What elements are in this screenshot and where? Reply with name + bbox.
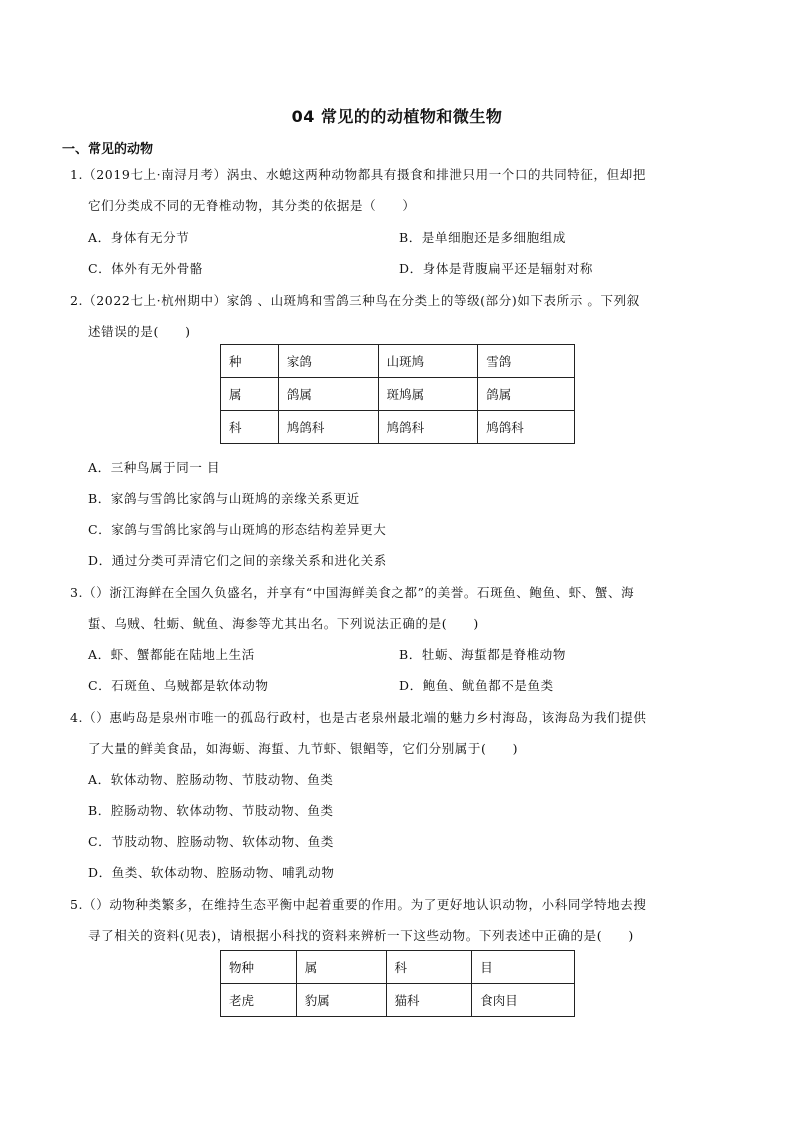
question-4-option-c: C．节肢动物、腔肠动物、软体动物、鱼类 bbox=[88, 834, 334, 849]
table-cell: 科 bbox=[221, 411, 279, 444]
table-cell: 种 bbox=[221, 345, 279, 378]
table-row bbox=[221, 411, 575, 444]
table-cell: 属 bbox=[296, 951, 386, 984]
table-cell: 鸠鸽科 bbox=[378, 411, 478, 444]
table-cell: 鸽属 bbox=[478, 378, 575, 411]
table-cell: 猫科 bbox=[386, 984, 472, 1017]
table-cell: 科 bbox=[386, 951, 472, 984]
table-cell: 豹属 bbox=[296, 984, 386, 1017]
table-row bbox=[221, 378, 575, 411]
question-3-option-c: C．石斑鱼、乌贼都是软体动物 bbox=[88, 678, 269, 693]
question-2-option-b: B．家鸽与雪鸽比家鸽与山斑鸠的亲缘关系更近 bbox=[88, 491, 360, 506]
question-1-option-d: D．身体是背腹扁平还是辐射对称 bbox=[399, 261, 594, 276]
question-2-stem-line2: 述错误的是( ) bbox=[88, 324, 191, 339]
question-5-stem-line1: 5.（）动物种类繁多，在维持生态平衡中起着重要的作用。为了更好地认识动物，小科同学特地去搜 bbox=[70, 897, 647, 912]
question-1-option-a: A．身体有无分节 bbox=[88, 230, 190, 245]
question-2-option-a: A．三种鸟属于同一 目 bbox=[88, 460, 221, 475]
table-cell: 鸽属 bbox=[278, 378, 378, 411]
table-cell: 食肉目 bbox=[472, 984, 575, 1017]
question-4-stem-line1: 4.（）惠屿岛是泉州市唯一的孤岛行政村，也是古老泉州最北端的魅力乡村海岛，该海岛为我们提供 bbox=[70, 710, 647, 725]
table-cell: 物种 bbox=[221, 951, 297, 984]
tiger-classification-table bbox=[220, 950, 575, 1017]
question-1-option-c: C．体外有无外骨骼 bbox=[88, 261, 203, 276]
section-heading: 一、常见的动物 bbox=[62, 142, 154, 157]
question-1-stem-line2: 它们分类成不同的无脊椎动物，其分类的依据是（ ） bbox=[88, 198, 416, 213]
question-5-stem-line2: 寻了相关的资料(见表)，请根据小科找的资料来辨析一下这些动物。下列表述中正确的是( ) bbox=[88, 928, 634, 943]
question-4-option-a: A．软体动物、腔肠动物、节肢动物、鱼类 bbox=[88, 772, 334, 787]
table-row bbox=[221, 345, 575, 378]
question-3-option-b: B．牡蛎、海蜇都是脊椎动物 bbox=[399, 647, 566, 662]
question-4-option-d: D．鱼类、软体动物、腔肠动物、哺乳动物 bbox=[88, 865, 335, 880]
question-2-option-c: C．家鸽与雪鸽比家鸽与山斑鸠的形态结构差异更大 bbox=[88, 522, 387, 537]
question-4-option-b: B．腔肠动物、软体动物、节肢动物、鱼类 bbox=[88, 803, 334, 818]
table-row bbox=[221, 984, 575, 1017]
question-3-stem-line2: 蜇、乌贼、牡蛎、鱿鱼、海参等尤其出名。下列说法正确的是( ) bbox=[88, 616, 479, 631]
question-2-stem-line1: 2.（2022七上·杭州期中）家鸽 、山斑鸠和雪鸽三种鸟在分类上的等级(部分)如下表所示 。下列叙 bbox=[70, 293, 640, 308]
table-cell: 家鸽 bbox=[278, 345, 378, 378]
question-4-stem-line2: 了大量的鲜美食品，如海蛎、海蜇、九节虾、银鲳等，它们分别属于( ) bbox=[88, 741, 519, 756]
question-2-option-d: D．通过分类可弄清它们之间的亲缘关系和进化关系 bbox=[88, 553, 387, 568]
table-cell: 斑鸠属 bbox=[378, 378, 478, 411]
table-cell: 目 bbox=[472, 951, 575, 984]
question-3-option-d: D．鲍鱼、鱿鱼都不是鱼类 bbox=[399, 678, 554, 693]
table-cell: 雪鸽 bbox=[478, 345, 575, 378]
bird-classification-table bbox=[220, 344, 575, 444]
question-1-stem-line1: 1.（2019七上·南浔月考）涡虫、水螅这两种动物都具有摄食和排泄只用一个口的共同特征，但却把 bbox=[70, 167, 646, 182]
question-3-option-a: A．虾、蟹都能在陆地上生活 bbox=[88, 647, 255, 662]
question-1-option-b: B．是单细胞还是多细胞组成 bbox=[399, 230, 566, 245]
table-cell: 鸠鸽科 bbox=[478, 411, 575, 444]
table-cell: 属 bbox=[221, 378, 279, 411]
table-cell: 鸠鸽科 bbox=[278, 411, 378, 444]
table-cell: 山斑鸠 bbox=[378, 345, 478, 378]
page-title: 04 常见的的动植物和微生物 bbox=[291, 107, 503, 126]
table-cell: 老虎 bbox=[221, 984, 297, 1017]
table-row bbox=[221, 951, 575, 984]
question-3-stem-line1: 3.（）浙江海鲜在全国久负盛名，并享有“中国海鲜美食之都”的美誉。石斑鱼、鲍鱼、虾、蟹、海 bbox=[70, 585, 635, 600]
